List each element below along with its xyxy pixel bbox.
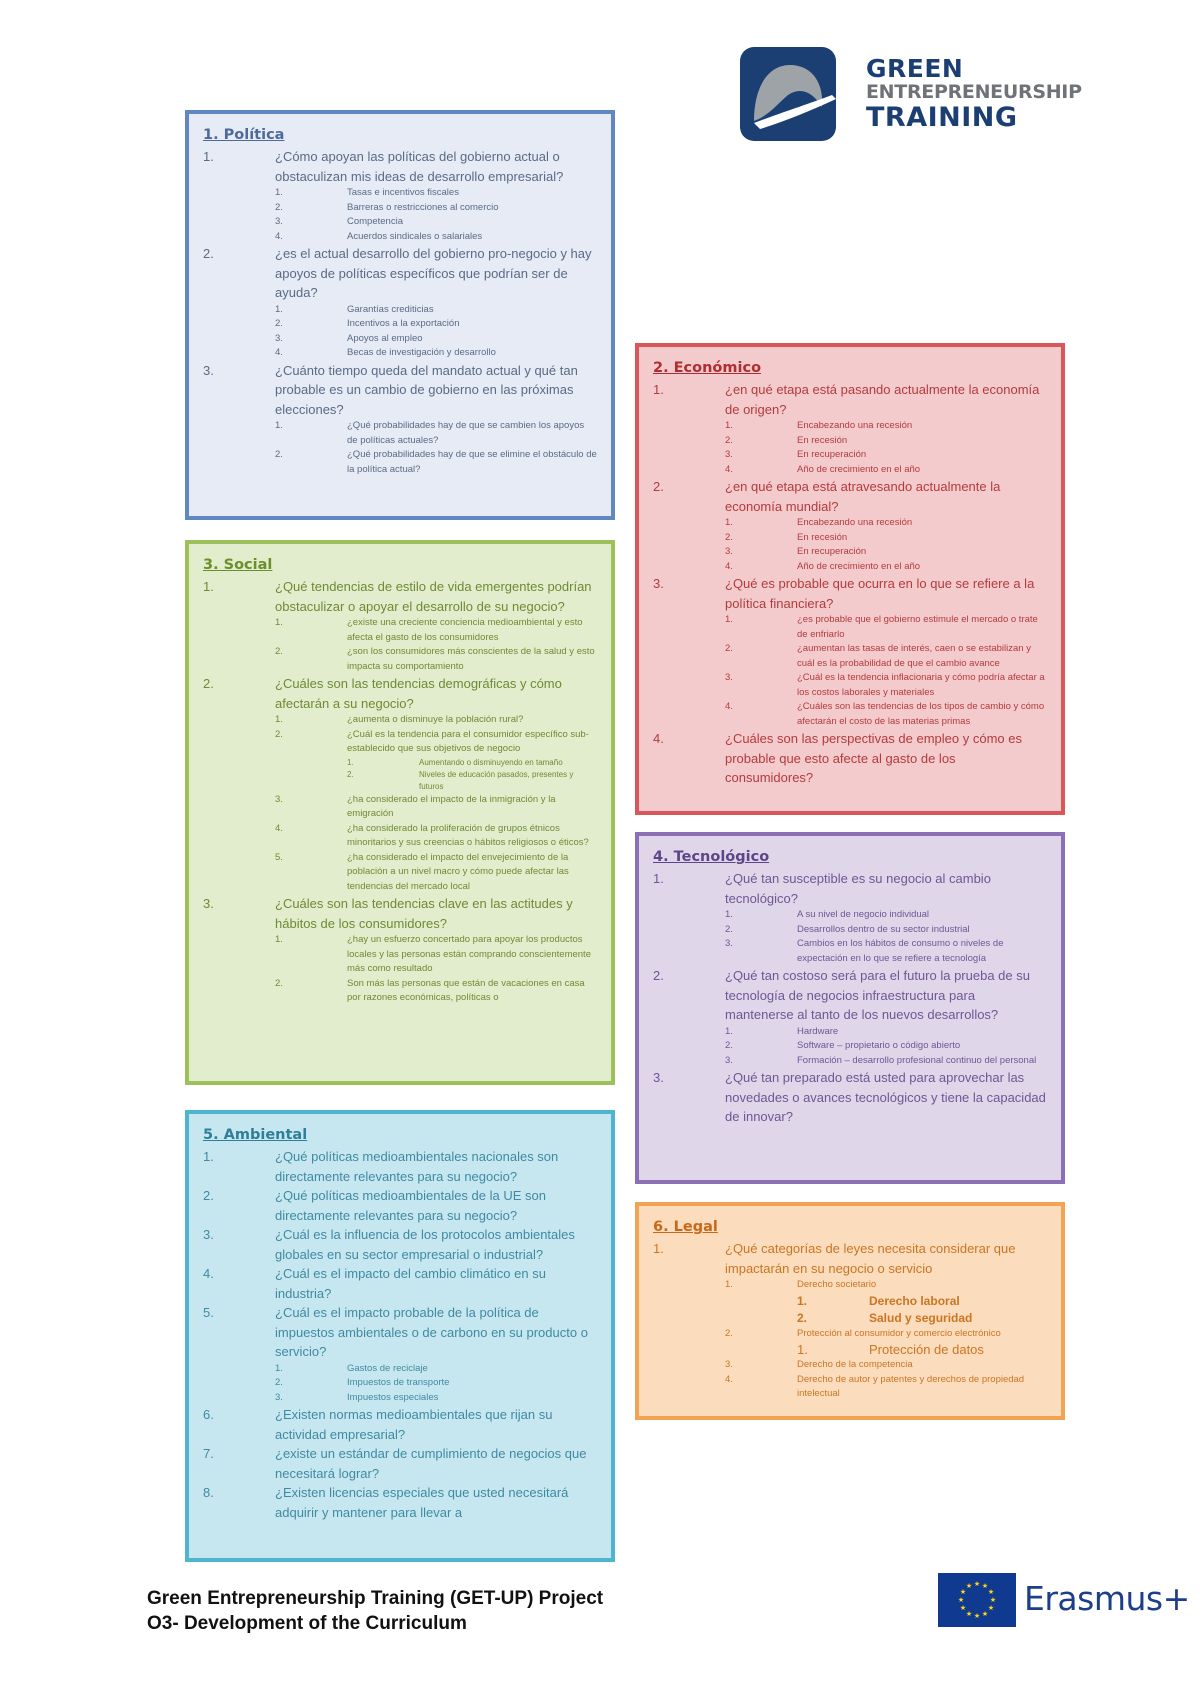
sub-text: En recesión — [797, 531, 848, 543]
sub-item — [275, 933, 597, 977]
politica-title: 1. Política — [203, 127, 285, 143]
sub-number: 1. — [725, 1279, 733, 1290]
tecnologico-section — [635, 832, 1065, 1184]
sub-item — [275, 332, 597, 347]
question-number: 1. — [203, 149, 214, 164]
sub-text: Garantías crediticias — [347, 303, 434, 315]
sub-item — [275, 728, 597, 757]
question — [203, 1483, 597, 1522]
sub-item — [275, 645, 597, 674]
question-text: ¿existe un estándar de cumplimiento de negocios que necesitará lograr? — [275, 1446, 587, 1481]
sub-text: ¿Qué probabilidades hay de que se cambien los apoyos de políticas actuales? — [347, 420, 585, 446]
sub-item — [725, 923, 1047, 938]
question-text: ¿Qué tan costoso será para el futuro la prueba de su tecnología de negocios infraestructura para mantenerse al tanto de los nuevos desarrollos? — [725, 968, 1030, 1022]
question — [203, 1225, 597, 1264]
sub-item — [725, 1039, 1047, 1054]
sub-item — [275, 1376, 597, 1391]
question-text: ¿en qué etapa está atravesando actualmente la economía mundial? — [725, 479, 1001, 514]
question — [203, 244, 597, 303]
sub-text: Competencia — [347, 216, 403, 227]
sub-sub-text: Niveles de educación pasados, presentes y futuros — [419, 769, 574, 791]
svg-text:★: ★ — [973, 1580, 981, 1588]
sub-number: 4. — [725, 1373, 733, 1385]
sub-text: Protección al consumidor y comercio electrónico — [797, 1327, 1001, 1339]
sub-item — [275, 793, 597, 822]
question-text: ¿Cuáles son las perspectivas de empleo y cómo es probable que esto afecte al gasto de los consumidores? — [725, 731, 1022, 785]
question — [653, 966, 1047, 1025]
question-number: 6. — [203, 1407, 214, 1422]
sub-item — [275, 1362, 597, 1377]
eu-flag-icon — [938, 1573, 1016, 1627]
sub-text: Formación – desarrollo profesional continuo del personal — [797, 1054, 1037, 1066]
sub-item — [275, 201, 597, 216]
sub-text: En recuperación — [797, 449, 867, 460]
question — [203, 147, 597, 186]
question — [653, 380, 1047, 419]
sub-number: 5. — [275, 851, 283, 863]
sub-number: 1. — [275, 420, 283, 431]
sub-text: ¿existe una creciente conciencia medioambiental y esto afecta el gasto de los consumidores — [347, 617, 583, 643]
sub-sub-number: 2. — [347, 769, 354, 779]
sub-number: 1. — [275, 934, 283, 945]
sub-text: En recuperación — [797, 546, 867, 557]
erasmus-wordmark: Erasmus+ — [1024, 1579, 1190, 1618]
question-text: ¿Qué tan preparado está usted para aprovechar las novedades o avances tecnológicos y tiene la capacidad de innovar? — [725, 1070, 1046, 1124]
question — [203, 577, 597, 616]
svg-text:★: ★ — [959, 1588, 967, 1596]
sub-text: Derecho societario — [797, 1279, 877, 1290]
logo-line-3: TRAINING — [866, 102, 1018, 133]
social-section — [185, 540, 615, 1085]
sub-item — [725, 1025, 1047, 1040]
sub-number: 4. — [275, 347, 283, 358]
question-text: ¿es el actual desarrollo del gobierno pro-negocio y hay apoyos de políticas específicos que podrían ser de ayuda? — [275, 246, 592, 300]
sub-text: Impuestos de transporte — [347, 1377, 450, 1388]
question — [203, 1405, 597, 1444]
sub-item — [725, 1358, 1047, 1373]
sub-text: ¿ha considerado el impacto de la inmigración y la emigración — [347, 793, 556, 819]
sub-number: 3. — [275, 793, 283, 805]
question-text: ¿Cuánto tiempo queda del mandato actual y qué tan probable es un cambio de gobierno en las próximas elecciones? — [275, 362, 578, 417]
sub-text: ¿Qué probabilidades hay de que se elimine el obstáculo de la política actual? — [347, 449, 597, 475]
green-entrepreneurship-logo — [740, 44, 1082, 144]
svg-text:★: ★ — [981, 1610, 989, 1618]
question-text: ¿en qué etapa está pasando actualmente la economía de origen? — [725, 382, 1040, 417]
question-text: ¿Qué es probable que ocurra en lo que se refiere a la política financiera? — [725, 576, 1035, 611]
sub-number: 2. — [725, 643, 733, 654]
question-number: 2. — [203, 246, 214, 261]
question — [653, 1239, 1047, 1278]
sub-number: 1. — [275, 714, 283, 725]
sub-item — [725, 1054, 1047, 1069]
sub-item — [275, 419, 597, 448]
ambiental-section — [185, 1110, 615, 1562]
sub-number: 3. — [725, 546, 733, 557]
sub-number: 1. — [725, 517, 733, 528]
question-number: 7. — [203, 1446, 214, 1461]
sub-item — [725, 434, 1047, 449]
legal-section — [635, 1202, 1065, 1420]
sub-item — [725, 463, 1047, 478]
logo-mark-icon — [740, 47, 836, 141]
question-number: 2. — [203, 676, 214, 691]
sub-item — [275, 346, 597, 361]
sub-sub-item — [347, 757, 597, 769]
sub-item — [725, 642, 1047, 671]
question-text: ¿Cuál es el impacto probable de la política de impuestos ambientales o de carbono en su producto o servicio? — [275, 1305, 588, 1359]
sub-number: 2. — [725, 531, 733, 543]
sub-item — [275, 713, 597, 728]
sub-text: A su nivel de negocio individual — [797, 909, 930, 920]
sub-item — [725, 560, 1047, 575]
sub-text: Hardware — [797, 1025, 839, 1037]
question-number: 5. — [203, 1305, 214, 1320]
question-number: 8. — [203, 1485, 214, 1500]
sub-number: 1. — [275, 1362, 283, 1374]
question-text: ¿Cuál es la influencia de los protocolos ambientales globales en su sector empresarial o industrial? — [275, 1227, 575, 1262]
sub-text: ¿Cuáles son las tendencias de los tipos de cambio y cómo afectarán el costo de las materias primas — [797, 701, 1045, 727]
footer-project-info — [147, 1586, 603, 1636]
sub-item — [275, 1391, 597, 1406]
sub-number: 4. — [725, 560, 733, 572]
tecnologico-title: 4. Tecnológico — [653, 849, 770, 865]
question — [653, 729, 1047, 788]
question — [203, 1264, 597, 1303]
question — [653, 477, 1047, 516]
legal-title: 6. Legal — [653, 1219, 718, 1235]
sub-number: 4. — [725, 463, 733, 475]
erasmus-logo — [938, 1573, 1188, 1627]
sub-text: Barreras o restricciones al comercio — [347, 201, 499, 213]
economico-section — [635, 343, 1065, 815]
question — [203, 361, 597, 420]
sub-item — [725, 516, 1047, 531]
sub-item — [725, 937, 1047, 966]
sub-text: Tasas e incentivos fiscales — [347, 187, 459, 198]
sub-number: 1. — [275, 187, 283, 198]
sub-number: 3. — [725, 938, 733, 949]
svg-text:★: ★ — [959, 1604, 967, 1612]
question-number: 1. — [653, 382, 664, 397]
sub-text: Gastos de reciclaje — [347, 1362, 428, 1374]
sub-text: ¿hay un esfuerzo concertado para apoyar los productos locales y las personas están comprando conscientemente más como resultado — [347, 934, 591, 974]
question-number: 3. — [203, 896, 214, 911]
footer-line-1: Green Entrepreneurship Training (GET-UP) Project — [147, 1588, 604, 1609]
sub-number: 4. — [275, 822, 283, 834]
sub-item — [725, 1373, 1047, 1402]
sub-number: 1. — [725, 614, 733, 625]
sub-text: Cambios en los hábitos de consumo o niveles de expectación en lo que se refiere a tecnología — [797, 938, 1004, 964]
sub-number: 2. — [275, 449, 283, 460]
svg-text:★: ★ — [965, 1610, 973, 1618]
sub-item — [725, 1327, 1047, 1342]
sub-item — [725, 531, 1047, 546]
sub-number: 3. — [275, 1391, 283, 1403]
logo-wordmark — [866, 56, 1082, 131]
question-text: ¿Qué políticas medioambientales nacionales son directamente relevantes para su negocio? — [275, 1149, 559, 1184]
sub-item — [725, 545, 1047, 560]
question — [203, 1303, 597, 1362]
sub-sub-text: Protección de datos — [869, 1342, 984, 1357]
question — [653, 574, 1047, 613]
sub-number: 2. — [725, 923, 733, 935]
svg-text:★: ★ — [957, 1596, 965, 1604]
sub-item — [725, 908, 1047, 923]
sub-item — [725, 448, 1047, 463]
question-text: ¿Qué tan susceptible es su negocio al cambio tecnológico? — [725, 871, 991, 906]
sub-number: 2. — [275, 728, 283, 740]
sub-number: 3. — [275, 332, 283, 344]
economico-title: 2. Económico — [653, 360, 762, 376]
sub-text: Impuestos especiales — [347, 1391, 439, 1403]
ambiental-title: 5. Ambiental — [203, 1127, 308, 1143]
sub-text: ¿ha considerado la proliferación de grupos étnicos minoritarios y sus creencias o hábitos religiosos o éticos? — [347, 822, 589, 848]
sub-text: ¿Cuál es la tendencia para el consumidor específico sub-establecido que sus objetivos de negocio — [347, 728, 589, 754]
sub-item — [275, 215, 597, 230]
sub-text: Encabezando una recesión — [797, 517, 913, 528]
question-text: ¿Cuáles son las tendencias clave en las actitudes y hábitos de los consumidores? — [275, 896, 573, 931]
sub-text: ¿Cuál es la tendencia inflacionaria y cómo podría afectar a los costos laborales y materiales — [797, 672, 1045, 698]
sub-sub-item — [347, 769, 597, 793]
sub-item — [275, 822, 597, 851]
question-text: ¿Existen licencias especiales que usted necesitará adquirir y mantener para llevar a — [275, 1485, 569, 1520]
sub-sub-item — [797, 1293, 1047, 1310]
question-text: ¿Cómo apoyan las políticas del gobierno actual o obstaculizan mis ideas de desarrollo empresarial? — [275, 149, 564, 184]
social-title: 3. Social — [203, 557, 273, 573]
sub-text: ¿ha considerado el impacto del envejecimiento de la población a un nivel macro y cómo puede afectar las tendencias del mercado local — [347, 851, 569, 892]
question-number: 3. — [203, 1227, 214, 1242]
svg-text:★: ★ — [987, 1604, 995, 1612]
sub-item — [725, 1278, 1047, 1293]
sub-text: Incentivos a la exportación — [347, 318, 460, 329]
question-text: ¿Cuáles son las tendencias demográficas y cómo afectarán a su negocio? — [275, 676, 562, 711]
sub-item — [275, 186, 597, 201]
sub-text: Apoyos al empleo — [347, 332, 423, 344]
sub-number: 3. — [725, 672, 733, 683]
sub-sub-number: 1. — [797, 1342, 808, 1357]
question — [203, 1147, 597, 1186]
svg-text:★: ★ — [987, 1588, 995, 1596]
sub-number: 4. — [725, 701, 733, 712]
sub-item — [725, 671, 1047, 700]
sub-item — [725, 613, 1047, 642]
sub-number: 2. — [725, 434, 733, 446]
sub-text: ¿son los consumidores más conscientes de la salud y esto impacta su comportamiento — [347, 646, 595, 672]
sub-text: ¿aumentan las tasas de interés, caen o se estabilizan y cuál es la probabilidad de que el cambio avance — [797, 643, 1031, 669]
sub-number: 1. — [275, 303, 283, 315]
sub-number: 3. — [275, 216, 283, 227]
sub-text: ¿aumenta o disminuye la población rural? — [347, 714, 524, 725]
question-number: 1. — [653, 1241, 664, 1256]
sub-item — [275, 448, 597, 477]
question-text: ¿Qué categorías de leyes necesita considerar que impactarán en su negocio o servicio — [725, 1241, 1016, 1276]
sub-sub-item — [797, 1310, 1047, 1327]
sub-item — [275, 317, 597, 332]
question — [653, 869, 1047, 908]
question-number: 3. — [203, 362, 214, 378]
svg-text:★: ★ — [989, 1596, 997, 1604]
sub-sub-number: 1. — [347, 757, 354, 767]
question-text: ¿Existen normas medioambientales que rijan su actividad empresarial? — [275, 1407, 553, 1442]
sub-item — [725, 419, 1047, 434]
question — [203, 894, 597, 933]
sub-item — [275, 851, 597, 895]
sub-text: Son más las personas que están de vacaciones en casa por razones económicas, políticas o — [347, 977, 585, 1003]
question-text: ¿Qué políticas medioambientales de la UE son directamente relevantes para su negocio? — [275, 1188, 546, 1223]
sub-number: 1. — [725, 1025, 733, 1037]
sub-number: 2. — [275, 201, 283, 213]
sub-number: 2. — [275, 1377, 283, 1388]
question-text: ¿Cuál es el impacto del cambio climático en su industria? — [275, 1266, 546, 1301]
sub-text: Acuerdos sindicales o salariales — [347, 230, 483, 242]
sub-number: 1. — [725, 909, 733, 920]
question-number: 3. — [653, 576, 664, 591]
question-number: 2. — [653, 968, 664, 983]
sub-item — [275, 303, 597, 318]
sub-item — [275, 977, 597, 1006]
sub-number: 3. — [725, 1054, 733, 1066]
question-number: 4. — [653, 731, 664, 746]
sub-sub-text: Salud y seguridad — [869, 1310, 973, 1325]
sub-text: En recesión — [797, 434, 848, 446]
question-number: 4. — [203, 1266, 214, 1281]
sub-number: 1. — [725, 420, 733, 431]
sub-number: 4. — [275, 230, 283, 242]
logo-line-1: GREEN — [866, 54, 964, 83]
svg-text:★: ★ — [965, 1582, 973, 1590]
question-number: 1. — [203, 1149, 214, 1164]
sub-text: Año de crecimiento en el año — [797, 463, 921, 475]
sub-number: 2. — [725, 1327, 733, 1339]
sub-text: Derecho de la competencia — [797, 1359, 913, 1370]
sub-number: 3. — [725, 1359, 733, 1370]
question — [653, 1068, 1047, 1127]
footer-line-2: O3- Development of the Curriculum — [147, 1613, 467, 1634]
svg-text:★: ★ — [981, 1582, 989, 1590]
sub-text: Software – propietario o código abierto — [797, 1040, 961, 1051]
sub-item — [275, 616, 597, 645]
sub-text: Encabezando una recesión — [797, 420, 913, 431]
sub-number: 3. — [725, 449, 733, 460]
sub-number: 2. — [275, 646, 283, 657]
sub-sub-item — [797, 1341, 1047, 1358]
sub-number: 2. — [275, 318, 283, 329]
question — [203, 674, 597, 713]
sub-item — [725, 700, 1047, 729]
question-text: ¿Qué tendencias de estilo de vida emergentes podrían obstaculizar o apoyar el desarrollo de su negocio? — [275, 579, 592, 614]
politica-section — [185, 110, 615, 520]
sub-text: Año de crecimiento en el año — [797, 560, 921, 572]
question-number: 1. — [653, 871, 664, 886]
svg-text:★: ★ — [973, 1612, 981, 1620]
sub-number: 2. — [725, 1040, 733, 1051]
question-number: 3. — [653, 1070, 664, 1085]
sub-text: ¿es probable que el gobierno estimule el mercado o trate de enfriarlo — [797, 614, 1038, 640]
question-number: 1. — [203, 579, 214, 594]
sub-text: Derecho de autor y patentes y derechos de propiedad intelectual — [797, 1373, 1025, 1399]
sub-text: Becas de investigación y desarrollo — [347, 347, 496, 358]
sub-item — [275, 230, 597, 245]
question-number: 2. — [653, 479, 664, 494]
sub-sub-text: Aumentando o disminuyendo en tamaño — [419, 757, 563, 767]
sub-text: Desarrollos dentro de su sector industrial — [797, 923, 970, 935]
sub-number: 2. — [275, 977, 283, 989]
sub-number: 1. — [275, 617, 283, 628]
sub-sub-number: 2. — [797, 1310, 808, 1325]
sub-sub-text: Derecho laboral — [869, 1293, 960, 1308]
question — [203, 1444, 597, 1483]
question-number: 2. — [203, 1188, 214, 1203]
sub-sub-number: 1. — [797, 1293, 808, 1308]
logo-line-2: ENTREPRENEURSHIP — [866, 81, 1082, 103]
question — [203, 1186, 597, 1225]
